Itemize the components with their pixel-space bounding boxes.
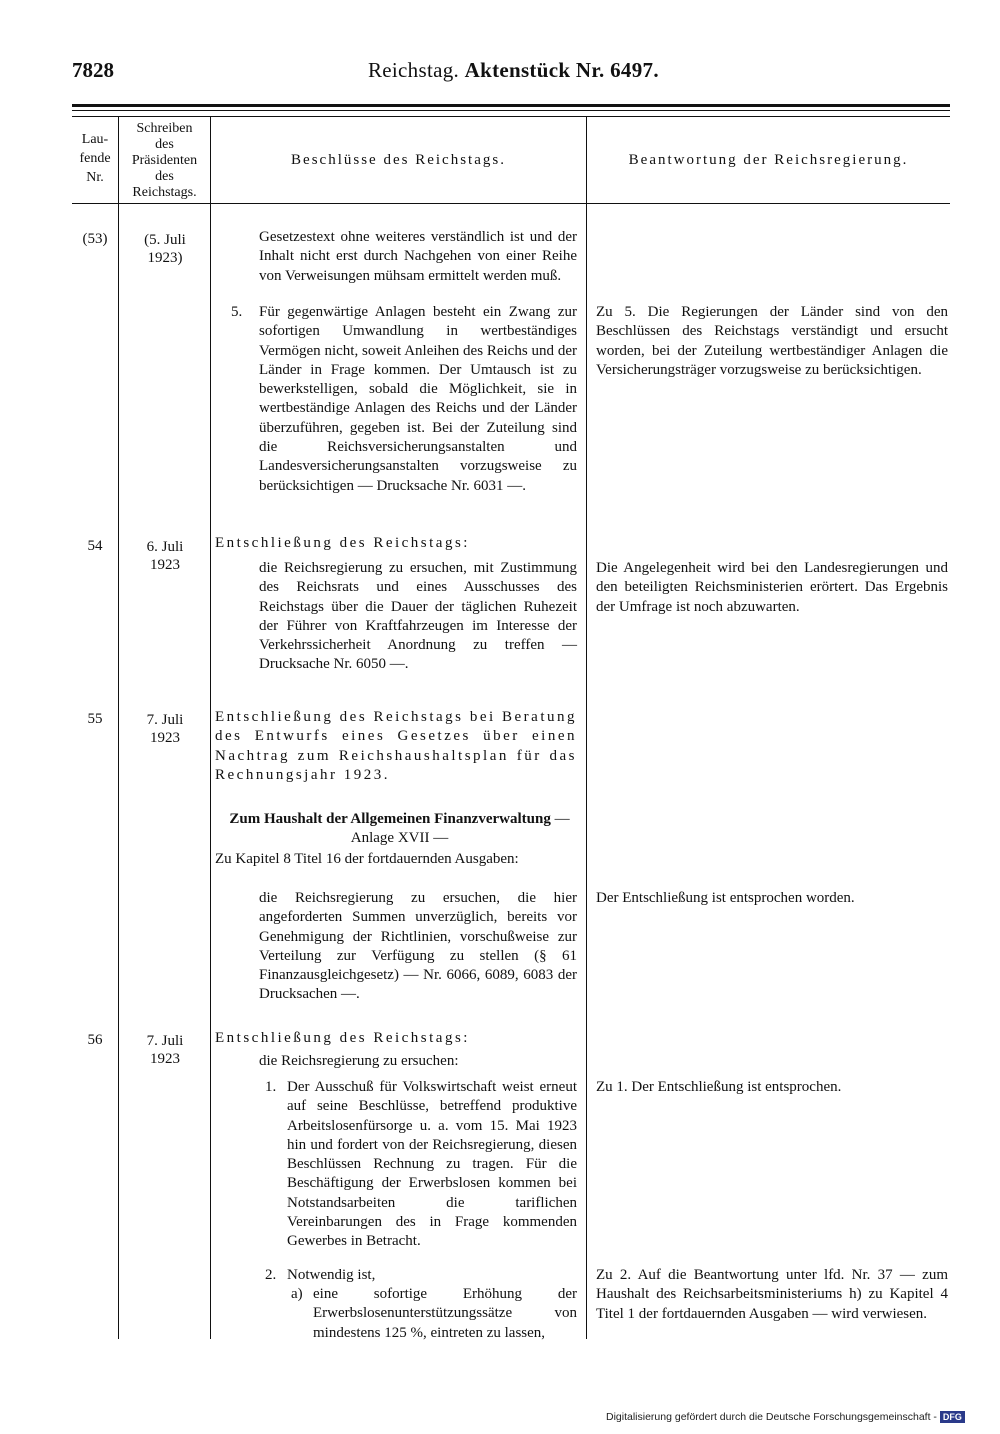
row-56-answer-2: Zu 2. Auf die Beantwortung unter lfd. Nr. 37 — zum Haushalt des Reichsarbeitsministeriums h) zu Kapitel 4 Titel 1 der fortdauernden Ausgaben — wird verwiesen. [596,1267,948,1322]
column-divider-3 [586,117,587,1339]
column-divider-1 [118,117,119,1339]
table-head-rule [72,203,950,204]
page-header [72,58,950,88]
row-56-nr: 56 [87,1032,103,1048]
row-54-heading: Entschließung des Reichstags: [215,535,470,551]
row-55-text: die Reichsregierung zu ersuchen, die hier angeforderten Summen unverzüglich, bereits vor Genehmigung der Richtlinien, vorschußweise zur Verteilung zur Verfügung zu stellen (§ 61 Finanzausgleichgesetz) — Nr. 6066, 6089, 6083 der Drucksachen —. [259,890,577,1003]
header-rule-thin [72,110,950,111]
row-54-date: 6. Juli 1923 [146,539,184,573]
row-56-answer-1: Zu 1. Der Entschließung ist entsprochen. [596,1079,842,1095]
running-title-prefix: Reichstag. [368,58,460,82]
row-56-item1-number: 1. [265,1079,277,1095]
col-header-schreiben: Schreiben des Präsidenten des Reichstags. [131,121,198,200]
col-header-lfd: Lau- fende Nr. [79,132,111,185]
footer-text: Digitalisierung gefördert durch die Deutsche Forschungsgemeinschaft - [606,1411,937,1423]
row-56-intro: die Reichsregierung zu ersuchen: [259,1053,459,1069]
row-55-subheading [222,810,577,849]
row-56-item2-text: Notwendig ist, [287,1267,376,1283]
row-56-heading: Entschließung des Reichstags: [215,1030,470,1046]
row-55-date: 7. Juli 1923 [146,712,184,746]
column-divider-2 [210,117,211,1339]
row-56-item2a-letter: a) [291,1286,303,1302]
row-53-continuation: Gesetzestext ohne weiteres verständlich ist und der Inhalt nicht erst durch Nachgehen von einer Reihe von Verweisungen mühsam ermittelt werden muß. [259,229,577,284]
row-55-heading: Entschließung des Reichstags bei Beratung des Entwurfs eines Gesetzes über einen Nachtrag zum Reichshaushaltsplan für das Rechnungsjahr 1923. [215,709,577,783]
row-53-date: (5. Juli 1923) [144,232,186,266]
row-54-text: die Reichsregierung zu ersuchen, mit Zustimmung des Reichsrats und eines Ausschusses des Reichstags über die Dauer der täglichen Ruhezeit der Führer von Kraftfahrzeugen im Interesse der Verkehrssicherheit Anordnung zu treffen — Drucksache Nr. 6050 —. [259,560,577,673]
row-55-nr: 55 [87,711,103,727]
header-rule [72,104,950,107]
row-54-answer: Die Angelegenheit wird bei den Landesregierungen und den beteiligten Reichsministerien erörtert. Das Ergebnis der Umfrage ist noch abzuwarten. [596,560,948,615]
row-56-item2-number: 2. [265,1267,277,1283]
row-54-nr: 54 [87,538,103,554]
row-53-item5-number: 5. [231,304,243,320]
col-header-beantwortung: Beantwortung der Reichsregierung. [628,152,909,168]
row-55-subheading-bold: Zum Haushalt der Allgemeinen Finanzverwaltung [229,811,551,827]
dfg-logo: DFG [940,1411,965,1423]
page-number: 7828 [72,58,114,82]
table-top-rule [72,116,950,117]
footer-credit [606,1411,965,1423]
row-56-date: 7. Juli 1923 [146,1033,184,1067]
row-55-answer: Der Entschließung ist entsprochen worden. [596,890,855,906]
row-55-subheading-anlage: — Anlage XVII — [350,811,570,847]
running-title-main: Aktenstück Nr. 6497. [464,58,659,82]
col-header-beschluesse: Beschlüsse des Reichstags. [291,152,506,168]
row-53-nr: (53) [82,231,108,247]
row-56-item1-text: Der Ausschuß für Volkswirtschaft weist erneut auf seine Beschlüsse, betreffend produktive Arbeitslosenfürsorge u. a. vom 15. Mai 1923 hin und fordert von der Reichsregierung, diesen Beschlüssen Rechnung zu tragen. Für die Beschäftigung der Erwerbslosen kommen bei Notstandsarbeiten die tariflichen Vereinbarungen des in Frage kommenden Gewerbes in Betracht. [287,1079,577,1250]
row-53-answer: Zu 5. Die Regierungen der Länder sind von den Beschlüssen des Reichstags verständigt und ersucht worden, bei der Zuteilung wertbeständiger Anlagen die Versicherungsträger vorzugsweise zu berücksichtigen. [596,304,948,378]
row-53-item5-text: Für gegenwärtige Anlagen besteht ein Zwang zur sofortigen Umwandlung in wertbeständiges Vermögen nicht, soweit Anleihen des Reichs und der Länder in Frage kommen. Der Umtausch ist zu bewerkstelligen, sobald die Möglichkeit, sie in wertbeständige Anlagen des Reichs und der Länder überzuführen, gegeben ist. Bei der Zuteilung sind die Reichsversicherungsanstalten und Landesversicherungsanstalten vorzugsweise zu berücksichtigen — Drucksache Nr. 6031 —. [259,304,577,494]
row-55-kapitel: Zu Kapitel 8 Titel 16 der fortdauernden Ausgaben: [215,851,519,867]
running-title [368,58,659,83]
row-56-item2a-text: eine sofortige Erhöhung der Erwerbslosenunterstützungssätze von mindestens 125 %, eintreten zu lassen, [313,1286,577,1341]
